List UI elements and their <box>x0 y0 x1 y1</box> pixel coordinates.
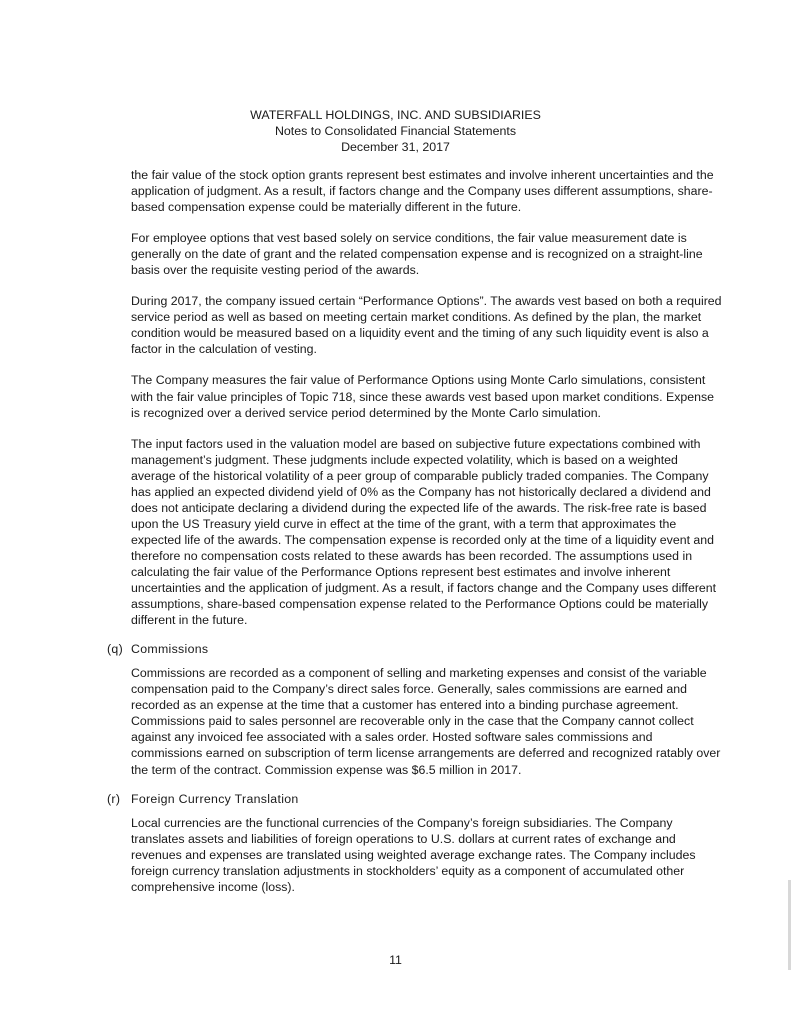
section-marker: (q) <box>107 642 123 657</box>
section-marker: (r) <box>107 791 121 806</box>
paragraph-commissions: Commissions are recorded as a component of selling and marketing expenses and consist of the variable compensation paid to the Company’s direct sales force. Generally, sales commissions are earned and recorded as an expense at the time that a customer has entered into a binding purchase agreement. Commissions paid to sales personnel are recoverable only in the case that the Company cannot collect against any invoiced fee associated with a sales order. Hosted software sales commissions and commissions earned on subscription of term license arrangements are deferred and recognized ratably over the term of the contract. Commission expense was $6.5 million in 2017. <box>131 666 721 777</box>
page-header <box>0 107 791 155</box>
section-heading-commissions <box>107 641 723 657</box>
company-name: WATERFALL HOLDINGS, INC. AND SUBSIDIARIES <box>250 108 541 122</box>
paragraph-employee-options: For employee options that vest based solely on service conditions, the fair value measurement date is generally on the date of grant and the related compensation expense and is recognized on a straight-line basis over the requisite vesting period of the awards. <box>131 231 703 278</box>
paragraph-foreign-currency: Local currencies are the functional currencies of the Company’s foreign subsidiaries. The Company translates assets and liabilities of foreign operations to U.S. dollars at current rates of exchange and revenues and expenses are translated using weighted average exchange rates. The Company includes foreign currency translation adjustments in stockholders’ equity as a component of accumulated other comprehensive income (loss). <box>131 815 696 894</box>
section-title: Commissions <box>131 642 209 657</box>
section-heading-foreign-currency <box>107 791 723 807</box>
paragraph-fair-value-continued: the fair value of the stock option grants represent best estimates and involve inherent uncertainties and the application of judgment. As a result, if factors change and the Company uses different assumptions, share-based compensation expense could be materially different in the future. <box>131 168 714 215</box>
statement-subtitle: Notes to Consolidated Financial Statements <box>274 124 517 138</box>
paragraph-input-factors: The input factors used in the valuation model are based on subjective future expectations combined with management’s judgment. These judgments include expected volatility, which is based on a weighted average of the historical volatility of a peer group of comparable publicly traded companies. The Company has applied an expected dividend yield of 0% as the Company has not historically declared a dividend and does not anticipate declaring a dividend during the expected life of the awards. The risk-free rate is based upon the US Treasury yield curve in effect at the time of the grant, with a term that approximates the expected life of the awards. The compensation expense is recorded only at the time of a liquidity event and therefore no compensation costs related to these awards has been recorded. The assumptions used in calculating the fair value of the Performance Options represent best estimates and involve inherent uncertainties and the application of judgment. As a result, if factors change and the Company uses different assumptions, share-based compensation expense related to the Performance Options could be materially different in the future. <box>131 436 717 628</box>
paragraph-performance-options: During 2017, the company issued certain “Performance Options”. The awards vest based on both a required service period as well as based on meeting certain market conditions. As defined by the plan, the market condition would be measured based on a liquidity event and the timing of any such liquidity event is also a factor in the calculation of vesting. <box>131 294 722 357</box>
page-number: 11 <box>389 953 402 967</box>
statement-date: December 31, 2017 <box>341 140 450 154</box>
page-body <box>107 167 723 910</box>
section-title: Foreign Currency Translation <box>131 791 299 806</box>
paragraph-monte-carlo: The Company measures the fair value of Performance Options using Monte Carlo simulations, consistent with the fair value principles of Topic 718, since these awards vest based upon market conditions. Expense is recognized over a derived service period determined by the Monte Carlo simulation. <box>131 373 715 420</box>
